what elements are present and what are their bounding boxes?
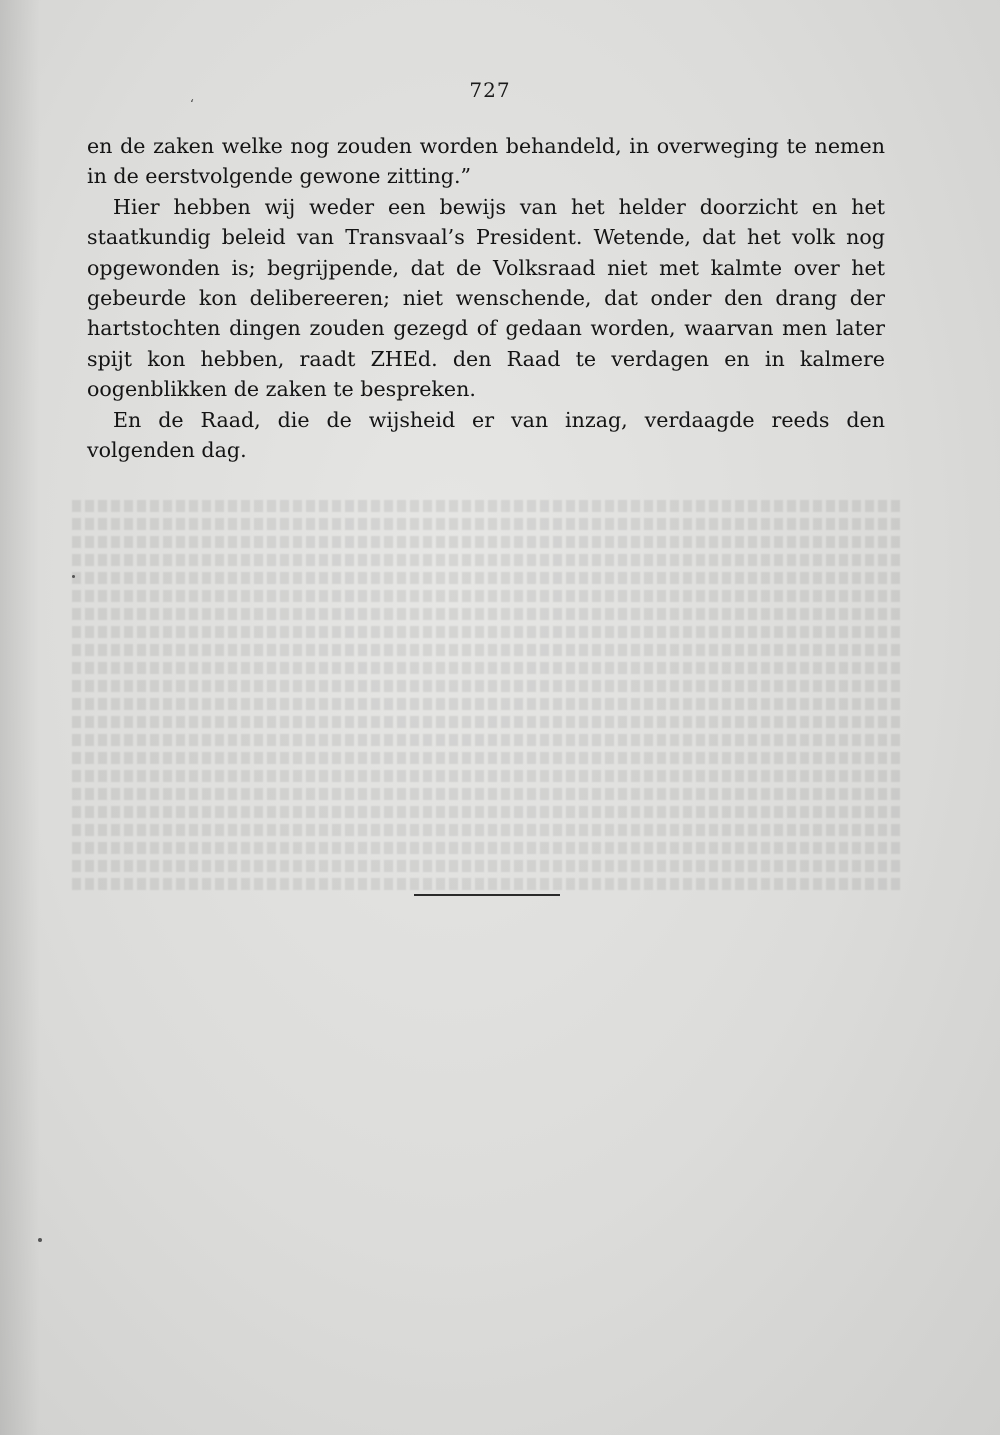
bleed-line (70, 536, 900, 548)
bleed-line (70, 698, 900, 710)
bleed-line (70, 518, 900, 530)
bleed-line (70, 860, 900, 872)
bleed-line (70, 608, 900, 620)
paragraph: En de Raad, die de wijsheid er van inzag, verdaagde reeds den volgenden dag. (87, 407, 885, 463)
body-text (87, 131, 885, 465)
bleed-line (70, 500, 900, 512)
bleed-line (70, 644, 900, 656)
stray-ink-mark: ‘ (190, 97, 194, 111)
bleed-line (70, 662, 900, 674)
paragraph: en de zaken welke nog zouden worden behandeld, in overweging te nemen in de eerstvolgende gewone zitting.” (87, 134, 885, 189)
bleed-line (70, 824, 900, 836)
ink-speck (72, 575, 75, 578)
bleed-line (70, 806, 900, 818)
bleed-line (70, 770, 900, 782)
bleed-line (70, 734, 900, 746)
bleed-line (70, 680, 900, 692)
bleed-line (70, 878, 900, 890)
page-edge-shadow (0, 0, 40, 1435)
page-number: 727 (469, 78, 511, 102)
bleed-line (70, 716, 900, 728)
bleed-line (70, 788, 900, 800)
paragraph: Hier hebben wij weder een bewijs van het helder doorzicht en het staatkundig beleid van Transvaal’s President. Wetende, dat het volk nog opgewonden is; begrijpende, dat de Volksraad niet met kalmte over het gebeurde kon delibereeren; niet wenschende, dat onder den drang der hartstochten dingen zouden gezegd of gedaan worden, waarvan men later spijt kon hebben, raadt ZHEd. den Raad te verdagen en in kalmere oogenblikken de zaken te bespreken. (87, 194, 885, 402)
ink-speck (38, 1238, 42, 1242)
section-divider-rule (414, 894, 560, 896)
reverse-side-bleed-through (70, 440, 900, 896)
bleed-line (70, 554, 900, 566)
bleed-line (70, 842, 900, 854)
bleed-line (70, 626, 900, 638)
bleed-line (70, 572, 900, 584)
bleed-line (70, 590, 900, 602)
bleed-line (70, 752, 900, 764)
